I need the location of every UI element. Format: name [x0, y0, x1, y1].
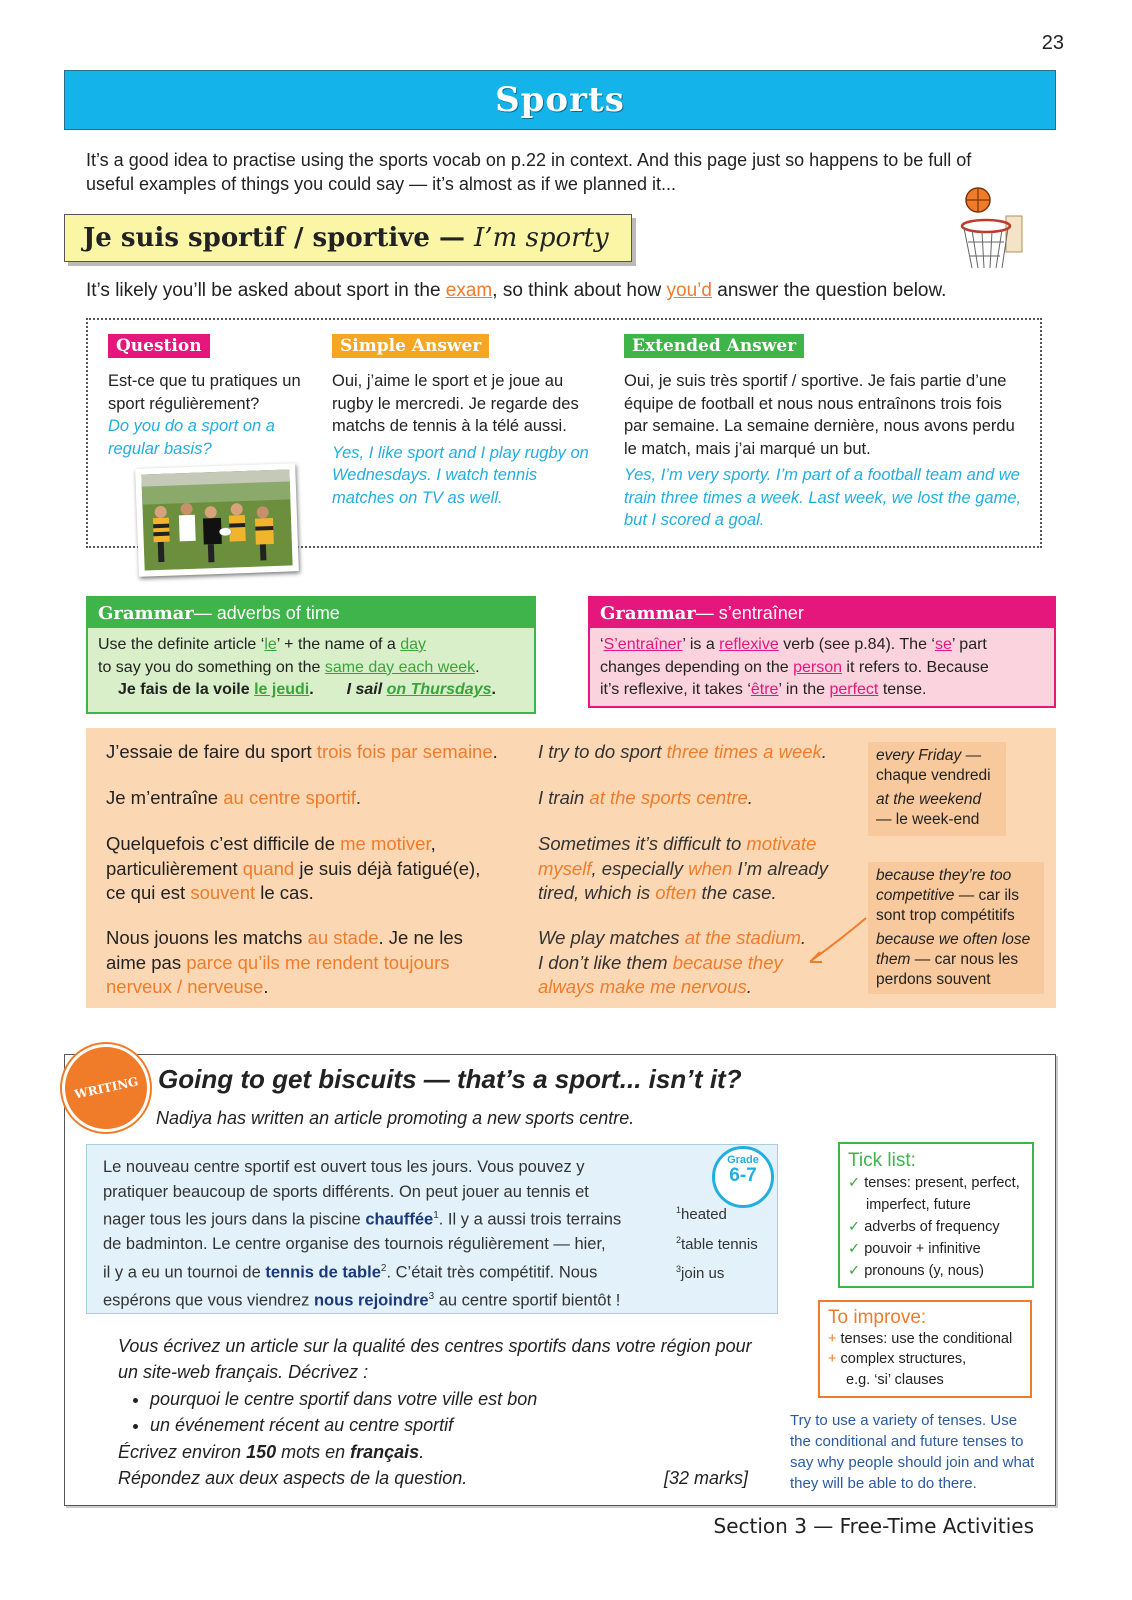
grammar-adverbs-box: Grammar — adverbs of time Use the definite article ‘le’ + the name of a day to say you do something on the same day each week. Je fais de la voile le jeudi. I sail on Thursdays. — [86, 596, 536, 714]
page-title: Sports — [495, 80, 625, 120]
intro-text: It’s a good idea to practise using the sports vocab on p.22 in context. And this page just so happens to be full of useful examples of things you could say — it’s almost as if we planned it... — [86, 150, 972, 194]
section-heading — [64, 214, 632, 262]
to-improve-box: To improve: + tenses: use the conditional + complex structures, e.g. ‘si’ clauses — [818, 1300, 1032, 1398]
exam-word: exam — [445, 280, 493, 301]
tick-list: Tick list: ✓ tenses: present, perfect, imperfect, future ✓ adverbs of frequency ✓ pouvoir + infinitive ✓ pronouns (y, nous) — [838, 1142, 1034, 1288]
sentence-3-fr: Quelquefois c’est difficile de me motiver, particulièrement quand je suis déjà fatigué(e), ce qui est souvent le cas. — [106, 833, 481, 903]
marks: [32 marks] — [663, 1467, 748, 1488]
sentence-1-fr: J’essaie de faire du sport trois fois par semaine. — [106, 741, 498, 762]
sentence-1-en: I try to do sport three times a week. — [538, 741, 827, 762]
page-title-bar — [64, 70, 1056, 130]
extended-answer-fr: Oui, je suis très sportif / sportive. Je fais partie d’une équipe de football et nous nous entraînons trois fois par semaine. La semaine dernière, nous avons perdu le match, mais j’ai marqué un but. — [624, 372, 1015, 458]
article-text: Le nouveau centre sportif est ouvert tous les jours. Vous pouvez y pratiquer beaucoup de sports différents. On peut jouer au tennis et nager tous les jours dans la piscine chauffée$^1$. Il y a aussi trois terrains de badminton. Le centre organise des tournois régulièrement — hier, il y a eu un tournoi de tennis de table$^2$. C’était très compétitif. Nous espérons que vous viendrez nous rejoindre$^3$ au centre sportif bientôt ! — [86, 1144, 778, 1314]
to-improve-title: To improve: — [828, 1307, 927, 1328]
basketball-hoop-icon — [950, 178, 1030, 278]
grammar-sentrainer-header: Grammar — s’entraîner — [590, 598, 1054, 628]
rugby-photo — [135, 463, 299, 577]
question-en: Do you do a sport on a regular basis? — [108, 417, 275, 458]
sentence-3-en: Sometimes it’s difficult to motivate myself, especially when I’m already tired, which is often the case. — [538, 833, 828, 903]
simple-answer-tag: Simple Answer — [332, 334, 489, 358]
question-fr: Est-ce que tu pratiques un sport régulièrement? — [108, 372, 301, 413]
check-icon: ✓ — [848, 1219, 861, 1235]
time-phrases-box: every Friday — chaque vendredi at the weekend — le week-end — [868, 742, 1006, 836]
writing-title: Going to get biscuits — that’s a sport... isn’t it? — [158, 1064, 742, 1094]
writing-task: Vous écrivez un article sur la qualité des centres sportifs dans votre région pour un site-web français. Décrivez : • pourquoi le centre sportif dans votre ville est bon • un événement récent au centre sportif Écrivez environ 150 mots en français. Répondez aux deux aspects de la question. [32 marks] — [118, 1334, 768, 1491]
section-footer: Section 3 — Free-Time Activities — [713, 1514, 1034, 1538]
glossary: $^1$heated $^2$table tennis $^3$join us — [676, 1205, 758, 1282]
check-icon: ✓ — [848, 1241, 861, 1257]
sentence-2-fr: Je m’entraîne au centre sportif. — [106, 787, 362, 808]
tick-list-title: Tick list: — [848, 1150, 916, 1171]
extended-answer-tag: Extended Answer — [624, 334, 804, 358]
reasons-box: because they’re too competitive — car ils sont trop compétitifs because we often lose them — car nous les perdons souvent — [868, 862, 1044, 994]
extended-answer-en: Yes, I’m very sporty. I’m part of a football team and we train three times a week. Last week, we lost the game, but I scored a goal. — [624, 466, 1022, 529]
sentence-4-fr: Nous jouons les matchs au stade. Je ne les aime pas parce qu’ils me rendent toujours nerveux / nerveuse. — [106, 927, 463, 997]
simple-answer-en: Yes, I like sport and I play rugby on Wednesdays. I watch tennis matches on TV as well. — [332, 443, 589, 507]
question-column — [108, 334, 304, 460]
simple-answer-column — [332, 334, 596, 509]
extended-answer-column — [624, 334, 1026, 532]
check-icon: ✓ — [848, 1175, 861, 1191]
section-heading-fr: Je suis sportif / sportive — — [83, 223, 465, 253]
section-heading-en: I’m sporty — [474, 223, 609, 253]
page-number: 23 — [1041, 32, 1064, 54]
likely-text: It’s likely you’ll be asked about sport in the exam, so think about how you’d answer the question below. — [86, 280, 947, 301]
arrow-icon — [800, 910, 872, 970]
question-tag: Question — [108, 334, 210, 358]
sentence-2-en: I train at the sports centre. — [538, 787, 753, 808]
task-bullet-2: • un événement récent au centre sportif — [150, 1413, 768, 1439]
task-bullet-1: • pourquoi le centre sportif dans votre ville est bon — [150, 1387, 768, 1413]
youd-word: you’d — [666, 280, 712, 301]
sentence-4-en: We play matches at the stadium. I don’t like them because they always make me nervous. — [538, 927, 807, 997]
tip-text: Try to use a variety of tenses. Use the conditional and future tenses to say why people should join and what they will be able to do there. — [790, 1412, 1035, 1492]
grammar-sentrainer-box: Grammar — s’entraîner ‘S’entraîner’ is a reflexive verb (see p.84). The ‘se’ part changes depending on the person it refers to. Because it’s reflexive, it takes ‘être’ in the perfect tense. — [588, 596, 1056, 708]
plus-icon: + — [828, 1330, 837, 1347]
writing-subtitle: Nadiya has written an article promoting a new sports centre. — [156, 1108, 635, 1128]
simple-answer-fr: Oui, j’aime le sport et je joue au rugby le mercredi. Je regarde des matchs de tennis à la télé aussi. — [332, 372, 579, 435]
grammar-adverbs-header: Grammar — adverbs of time — [88, 598, 534, 628]
grade-badge: Grade 6-7 — [712, 1146, 774, 1208]
check-icon: ✓ — [848, 1263, 861, 1279]
writing-badge: WRITING — [62, 1044, 150, 1132]
plus-icon: + — [828, 1351, 837, 1367]
